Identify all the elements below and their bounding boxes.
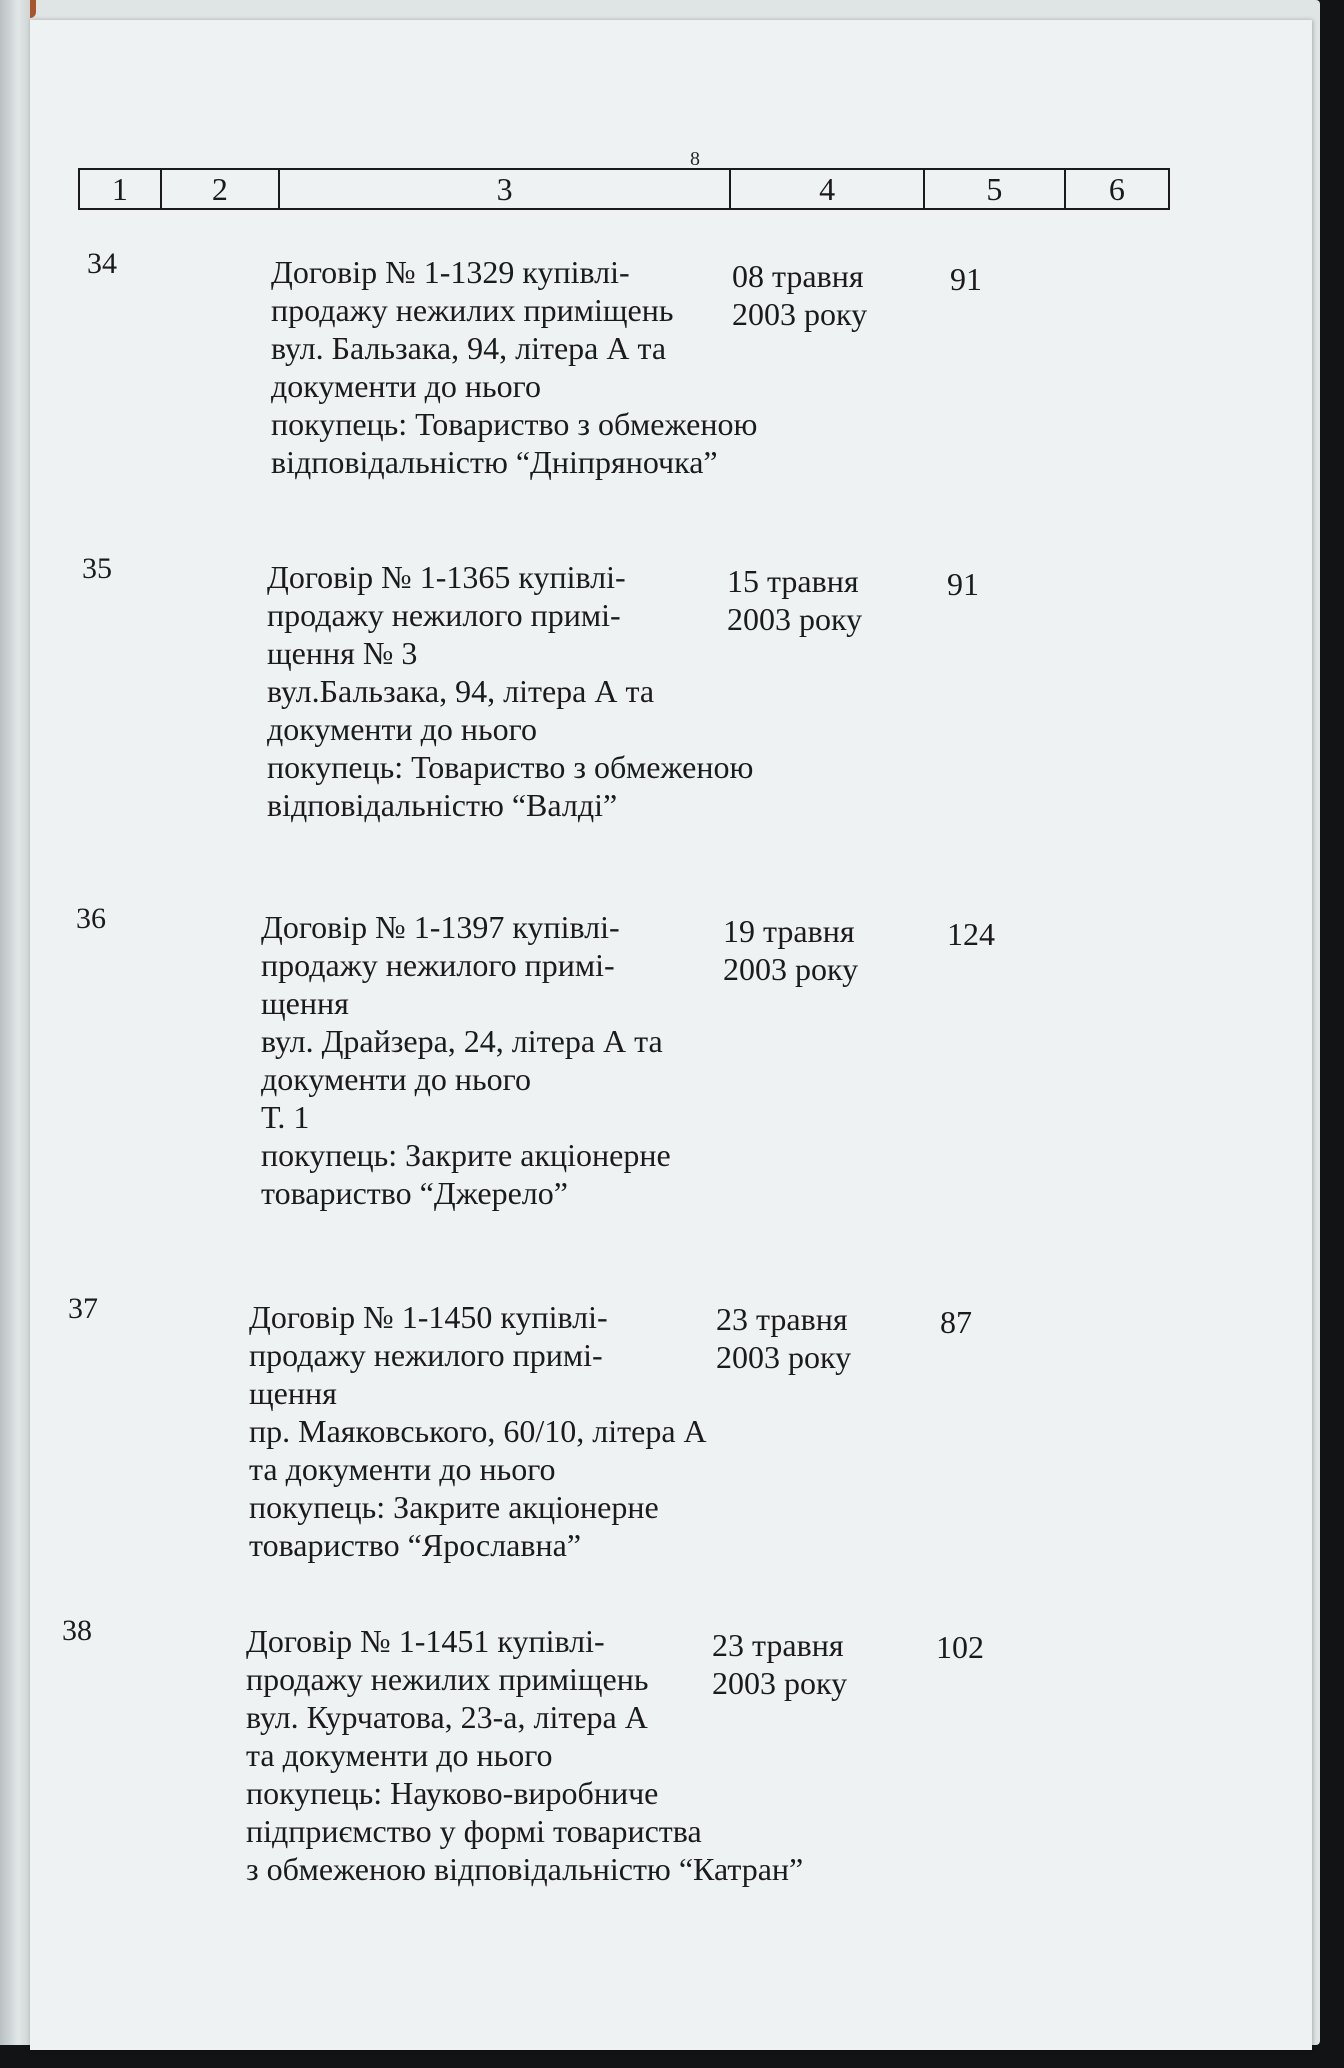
- description-line: та документи до нього: [246, 1737, 553, 1773]
- column-header-table: [78, 168, 1170, 210]
- page-number: 8: [690, 148, 700, 170]
- description-line: відповідальністю “Валді”: [267, 787, 618, 823]
- description-line: з обмеженою відповідальністю “Катран”: [246, 1851, 804, 1887]
- date-line: 23 травня: [716, 1301, 848, 1337]
- description-line: Т. 1: [261, 1099, 310, 1135]
- entry-description: [261, 908, 671, 1212]
- entry-number: 38: [62, 1614, 92, 1647]
- description-line: вул. Бальзака, 94, літера А та: [271, 330, 667, 366]
- description-line: товариство “Ярославна”: [249, 1527, 582, 1563]
- date-line: 2003 року: [732, 296, 868, 332]
- entry-description: [267, 558, 753, 824]
- entry-sheet-count: 91: [947, 566, 979, 602]
- description-line: вул.Бальзака, 94, літера А та: [267, 673, 655, 709]
- entry-date: [727, 562, 862, 638]
- entry-sheet-count: 87: [940, 1304, 972, 1340]
- description-line: документи до нього: [261, 1061, 531, 1097]
- description-line: покупець: Закрите акціонерне: [249, 1489, 659, 1525]
- date-line: 2003 року: [727, 601, 863, 637]
- column-header-6: 6: [1065, 169, 1169, 209]
- description-line: покупець: Товариство з обмеженою: [271, 406, 758, 442]
- description-line: підприємство у формі товариства: [246, 1813, 702, 1849]
- entry-date: [723, 912, 858, 988]
- description-line: щення: [249, 1375, 337, 1411]
- entry-sheet-count: 124: [947, 916, 995, 952]
- description-line: Договір № 1-1365 купівлі-: [267, 559, 626, 595]
- description-line: щення № 3: [267, 635, 418, 671]
- entry-date: [716, 1300, 851, 1376]
- entry-number: 35: [82, 552, 112, 585]
- entry-number: 36: [76, 902, 106, 935]
- description-line: продажу нежилих приміщень: [271, 292, 674, 328]
- description-line: вул. Курчатова, 23-а, літера А: [246, 1699, 648, 1735]
- description-line: відповідальністю “Дніпряночка”: [271, 444, 718, 480]
- date-line: 23 травня: [712, 1627, 844, 1663]
- binder-spine: [0, 0, 30, 2045]
- description-line: покупець: Товариство з обмеженою: [267, 749, 754, 785]
- entry-sheet-count: 91: [950, 261, 982, 297]
- entry-number: 37: [68, 1292, 98, 1325]
- column-header-5: 5: [924, 169, 1065, 209]
- description-line: покупець: Науково-виробниче: [246, 1775, 659, 1811]
- date-line: 2003 року: [712, 1665, 848, 1701]
- entry-date: [732, 257, 867, 333]
- description-line: пр. Маяковського, 60/10, літера А: [249, 1413, 707, 1449]
- column-header-1: 1: [79, 169, 161, 209]
- description-line: документи до нього: [267, 711, 537, 747]
- date-line: 08 травня: [732, 258, 864, 294]
- description-line: Договір № 1-1329 купівлі-: [271, 254, 630, 290]
- entry-date: [712, 1626, 847, 1702]
- document-page: [30, 20, 1312, 2050]
- description-line: продажу нежилого примі-: [261, 947, 615, 983]
- entry-description: [271, 253, 757, 481]
- description-line: Договір № 1-1451 купівлі-: [246, 1623, 605, 1659]
- date-line: 2003 року: [723, 951, 859, 987]
- description-line: та документи до нього: [249, 1451, 556, 1487]
- description-line: Договір № 1-1397 купівлі-: [261, 909, 620, 945]
- date-line: 2003 року: [716, 1339, 852, 1375]
- description-line: продажу нежилого примі-: [249, 1337, 603, 1373]
- column-header-2: 2: [161, 169, 279, 209]
- entry-sheet-count: 102: [936, 1629, 984, 1665]
- description-line: товариство “Джерело”: [261, 1175, 568, 1211]
- description-line: документи до нього: [271, 368, 541, 404]
- entry-number: 34: [87, 247, 117, 280]
- description-line: вул. Драйзера, 24, літера А та: [261, 1023, 663, 1059]
- column-header-4: 4: [730, 169, 924, 209]
- description-line: щення: [261, 985, 349, 1021]
- description-line: покупець: Закрите акціонерне: [261, 1137, 671, 1173]
- column-header-3: 3: [279, 169, 730, 209]
- description-line: продажу нежилого примі-: [267, 597, 621, 633]
- description-line: продажу нежилих приміщень: [246, 1661, 649, 1697]
- date-line: 15 травня: [727, 563, 859, 599]
- entry-description: [249, 1298, 707, 1564]
- description-line: Договір № 1-1450 купівлі-: [249, 1299, 608, 1335]
- date-line: 19 травня: [723, 913, 855, 949]
